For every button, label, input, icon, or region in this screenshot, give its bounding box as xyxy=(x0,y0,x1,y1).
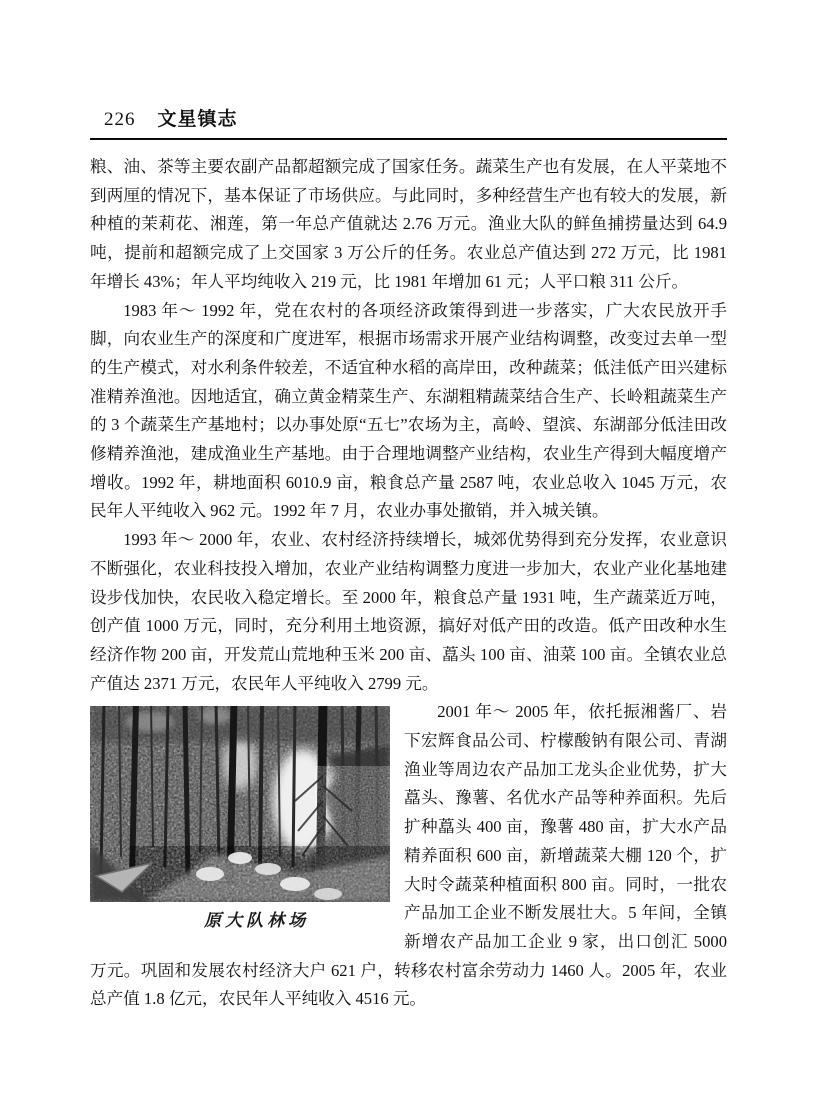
paragraph-4-text: 2001 年～ 2005 年，依托振湘酱厂、岩下宏辉食品公司、柠檬酸钠有限公司、青湖渔业等周边农产品加工龙头企业优势，扩大藠头、豫薯、名优水产品等种养面积。先后扩种藠头 400 亩，豫薯 480 亩，扩大水产品精养面积 600 亩，新增蔬菜大棚 120 个，扩大时令蔬菜种植面积 800 亩。同时，一批农产品加工企业不断发展壮大。5 年间，全镇新增农产品加工企业 9 家，出口创汇 5000 万元。巩固和发展农村经济大户 621 户，转移农村富余劳动力 1460 人。2005 年，农业总产值 1.8 亿元，农民年人平纯收入 4516 元。 xyxy=(90,702,727,1009)
paragraph-2: 1983 年～ 1992 年，党在农村的各项经济政策得到进一步落实，广大农民放开手脚，向农业生产的深度和广度进军，根据市场需求开展产业结构调整，改变过去单一型的生产模式，对水利条件较差，不适宜种水稻的高岸田，改种蔬菜；低洼低产田兴建标准精养渔池。因地适宜，确立黄金精菜生产、东湖粗精蔬菜结合生产、长岭粗蔬菜生产的 3 个蔬菜生产基地村；以办事处原“五七”农场为主，高岭、望滨、东湖部分低洼田改修精养渔池，建成渔业生产基地。由于合理地调整产业结构，农业生产得到大幅度增产增收。1992 年，耕地面积 6010.9 亩，粮食总产量 2587 吨，农业总收入 1045 万元，农民年人平纯收入 962 元。1992 年 7 月，农业办事处撤销，并入城关镇。 xyxy=(90,300,727,521)
running-head xyxy=(90,104,727,140)
paragraph-1: 粮、油、茶等主要农副产品都超额完成了国家任务。蔬菜生产也有发展，在人平菜地不到两厘的情况下，基本保证了市场供应。与此同时，多种经营生产也有较大的发展，新种植的茉莉花、湘莲，第一年总产值就达 2.76 万元。渔业大队的鲜鱼捕捞量达到 64.9 吨，提前和超额完成了上交国家 3 万公斤的任务。农业总产值达到 272 万元，比 1981 年增长 43%；年人平均纯收入 219 元，比 1981 年增加 61 元；人平口粮 311 公斤。 xyxy=(90,157,727,291)
figure-forest-farm xyxy=(90,706,390,936)
body-text xyxy=(90,153,727,1014)
undergrowth xyxy=(130,846,390,902)
forest-photo xyxy=(90,706,390,902)
page-content xyxy=(90,104,727,1014)
book-title: 文星镇志 xyxy=(157,109,238,130)
photo-caption: 原大队林场 xyxy=(204,911,310,931)
paragraph-3: 1993 年～ 2000 年，农业、农村经济持续增长，城郊优势得到充分发挥，农业意识不断强化，农业科技投入增加，农业产业结构调整力度进一步加大，农业产业化基地建设步伐加快，农民收入稳定增长。至 2000 年，粮食总产量 1931 吨，生产蔬菜近万吨，创产值 1000 万元，同时，充分利用土地资源，搞好对低产田的改造。低产田改种水生经济作物 200 亩，开发荒山荒地种玉米 200 亩、藠头 100 亩、油菜 100 亩。全镇农业总产值达 2371 万元，农民年人平纯收入 2799 元。 xyxy=(90,530,727,693)
page-number: 226 xyxy=(104,109,136,130)
paragraph-4 xyxy=(90,698,727,1014)
